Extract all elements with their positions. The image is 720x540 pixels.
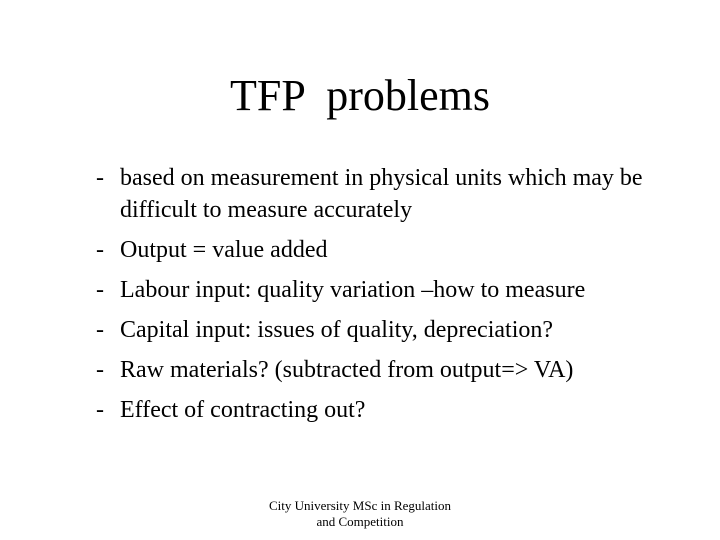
bullet-item — [96, 234, 676, 266]
bullet-item — [96, 274, 676, 306]
bullet-item — [96, 354, 676, 386]
footer-line-2: and Competition — [316, 514, 404, 529]
bullet-text: Raw materials? (subtracted from output=> VA) — [120, 357, 574, 383]
slide-title: TFP problems — [230, 71, 490, 120]
bullet-dash: - — [96, 397, 104, 423]
bullet-item — [96, 314, 676, 346]
bullet-dash: - — [96, 165, 104, 191]
bullet-item — [96, 162, 676, 226]
bullet-text: Effect of contracting out? — [120, 397, 366, 423]
bullet-text: Capital input: issues of quality, depreciation? — [120, 317, 554, 343]
bullet-text: Labour input: quality variation –how to measure — [120, 277, 586, 303]
slide-footer — [240, 498, 480, 530]
bullet-dash: - — [96, 317, 104, 343]
bullet-text: based on measurement in physical units which may be difficult to measure accurately — [120, 165, 643, 223]
bullet-dash: - — [96, 277, 104, 303]
footer-line-1: City University MSc in Regulation — [269, 498, 451, 513]
bullet-dash: - — [96, 237, 104, 263]
bullet-text: Output = value added — [120, 237, 328, 263]
bullet-list — [96, 162, 676, 434]
bullet-dash: - — [96, 357, 104, 383]
bullet-item — [96, 394, 676, 426]
